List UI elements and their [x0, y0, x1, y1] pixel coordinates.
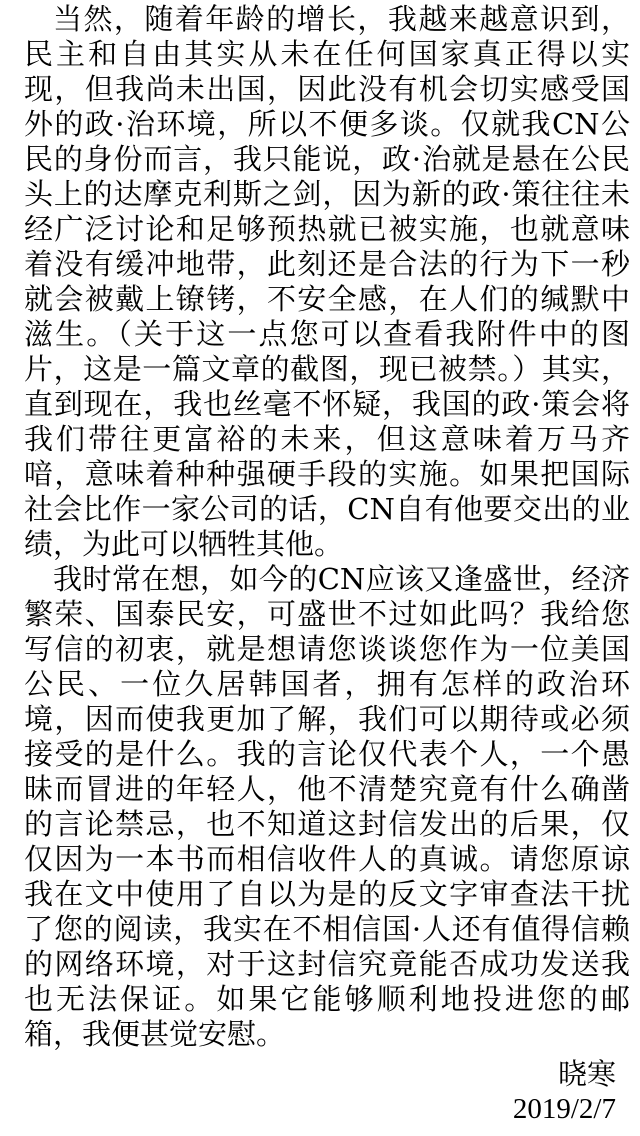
- signature-block: [513, 1057, 616, 1127]
- letter-body: [24, 2, 630, 1052]
- signature-date: 2019/2/7: [512, 1093, 616, 1125]
- paragraph-1: 当然，随着年龄的增长，我越来越意识到，民主和自由其实从未在任何国家真正得以实现，但我尚未出国，因此没有机会切实感受国外的政·治环境，所以不便多谈。仅就我CN公民的身份而言，我只能说，政·治就是悬在公民头上的达摩克利斯之剑，因为新的政·策往往未经广泛讨论和足够预热就已被实施，也就意味着没有缓冲地带，此刻还是合法的行为下一秒就会被戴上镣铐，不安全感，在人们的缄默中滋生。（关于这一点您可以查看我附件中的图片，这是一篇文章的截图，现已被禁。）其实，直到现在，我也丝毫不怀疑，我国的政·策会将我们带往更富裕的未来，但这意味着万马齐喑，意味着种种强硬手段的实施。如果把国际社会比作一家公司的话，CN自有他要交出的业绩，为此可以牺牲其他。: [24, 2, 630, 561]
- signature-name: 晓寒: [557, 1057, 616, 1091]
- paragraph-2: 我时常在想，如今的CN应该又逢盛世，经济繁荣、国泰民安，可盛世不过如此吗？我给您写信的初衷，就是想请您谈谈您作为一位美国公民、一位久居韩国者，拥有怎样的政治环境，因而使我更加了解，我们可以期待或必须接受的是什么。我的言论仅代表个人，一个愚昧而冒进的年轻人，他不清楚究竟有什么确凿的言论禁忌，也不知道这封信发出的后果，仅仅因为一本书而相信收件人的真诚。请您原谅我在文中使用了自以为是的反文字审查法干扰了您的阅读，我实在不相信国·人还有值得信赖的网络环境，对于这封信究竟能否成功发送我也无法保证。如果它能够顺利地投进您的邮箱，我便甚觉安慰。: [24, 562, 630, 1051]
